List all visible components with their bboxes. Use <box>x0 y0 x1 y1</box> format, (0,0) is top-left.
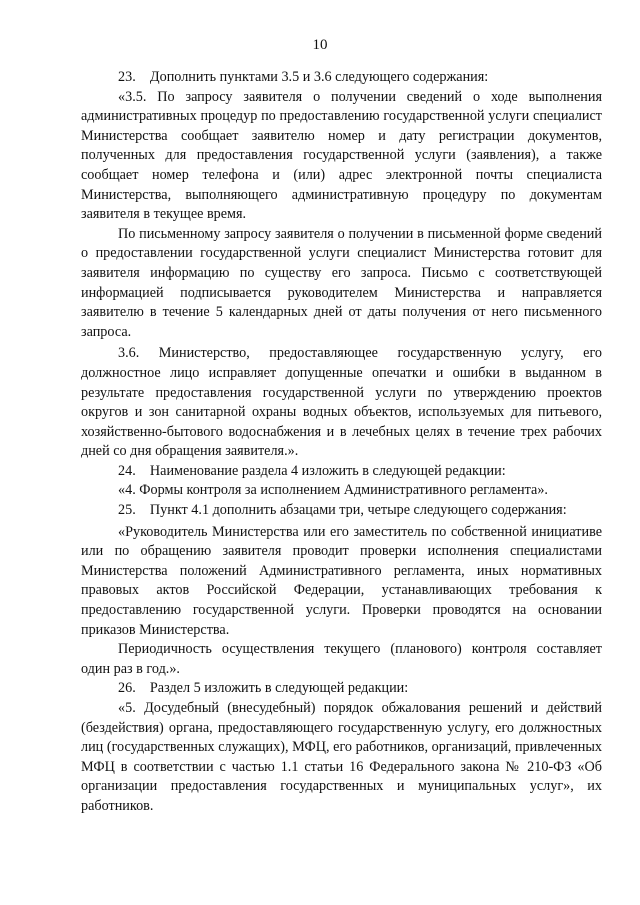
item-25-heading: 25. Пункт 4.1 дополнить абзацами три, четыре следующего содержания: <box>118 502 567 519</box>
item-23-heading: 23. Дополнить пунктами 3.5 и 3.6 следующего содержания: <box>118 69 489 85</box>
item-26-heading: 26. Раздел 5 изложить в следующей редакции: <box>118 680 409 697</box>
document-body <box>81 68 602 817</box>
item-24-heading: 24. Наименование раздела 4 изложить в следующей редакции: <box>118 462 506 479</box>
paragraph-control-checks: «Руководитель Министерства или его заместитель по собственной инициативе или по обращению заявителя проводит проверки исполнения специалистами Министерства положений Административного регламента, иных нормативных правовых актов Российской Федерации, устанавливающих требования к предоставлению государственной услуги. Проверки проводятся на основании приказов Министерства. <box>81 523 602 638</box>
paragraph-periodicity: Периодичность осуществления текущего (планового) контроля составляет один раз в год.». <box>81 641 602 677</box>
page-number: 10 <box>312 37 328 53</box>
paragraph-3-5: «3.5. По запросу заявителя о получении сведений о ходе выполнения административных процедур по предоставлению государственной услуги специалист Министерства сообщает заявителю номер и дату регистрации документов, полученных для предоставления государственной услуги (заявления), а также сообщает номер телефона и (или) адрес электронной почты специалиста Министерства, выполняющего административную процедуру по документам заявителя в текущее время. <box>81 88 602 223</box>
section-5-title: «5. Досудебный (внесудебный) порядок обжалования решений и действий (бездействия) органа, предоставляющего государственную услугу, его должностных лиц (государственных служащих), МФЦ, его работников, организаций, привлеченных МФЦ в соответствии с частью 1.1 статьи 16 Федерального закона № 210-ФЗ «Об организации предоставления государственных и муниципальных услуг», их работников. <box>81 700 602 814</box>
paragraph-written-request: По письменному запросу заявителя о получении в письменной форме сведений о предоставлении государственной услуги специалист Министерства готовит для заявителя информацию по существу его запроса. Письмо с соответствующей информацией подписывается руководителем Министерства и направляется заявителю в течение 5 календарных дней от даты получения от него письменного запроса. <box>81 225 602 340</box>
section-4-title: «4. Формы контроля за исполнением Административного регламента». <box>118 482 548 499</box>
paragraph-3-6: 3.6. Министерство, предоставляющее государственную услугу, его должностное лицо исправляет допущенные опечатки и ошибки в выданном в результате предоставления государственной услуги по утверждению проектов округов и зон санитарной охраны водных объектов, используемых для питьевого, хозяйственно-бытового водоснабжения и в лечебных целях в течение трех рабочих дней со дня обращения заявителя.». <box>81 345 602 460</box>
